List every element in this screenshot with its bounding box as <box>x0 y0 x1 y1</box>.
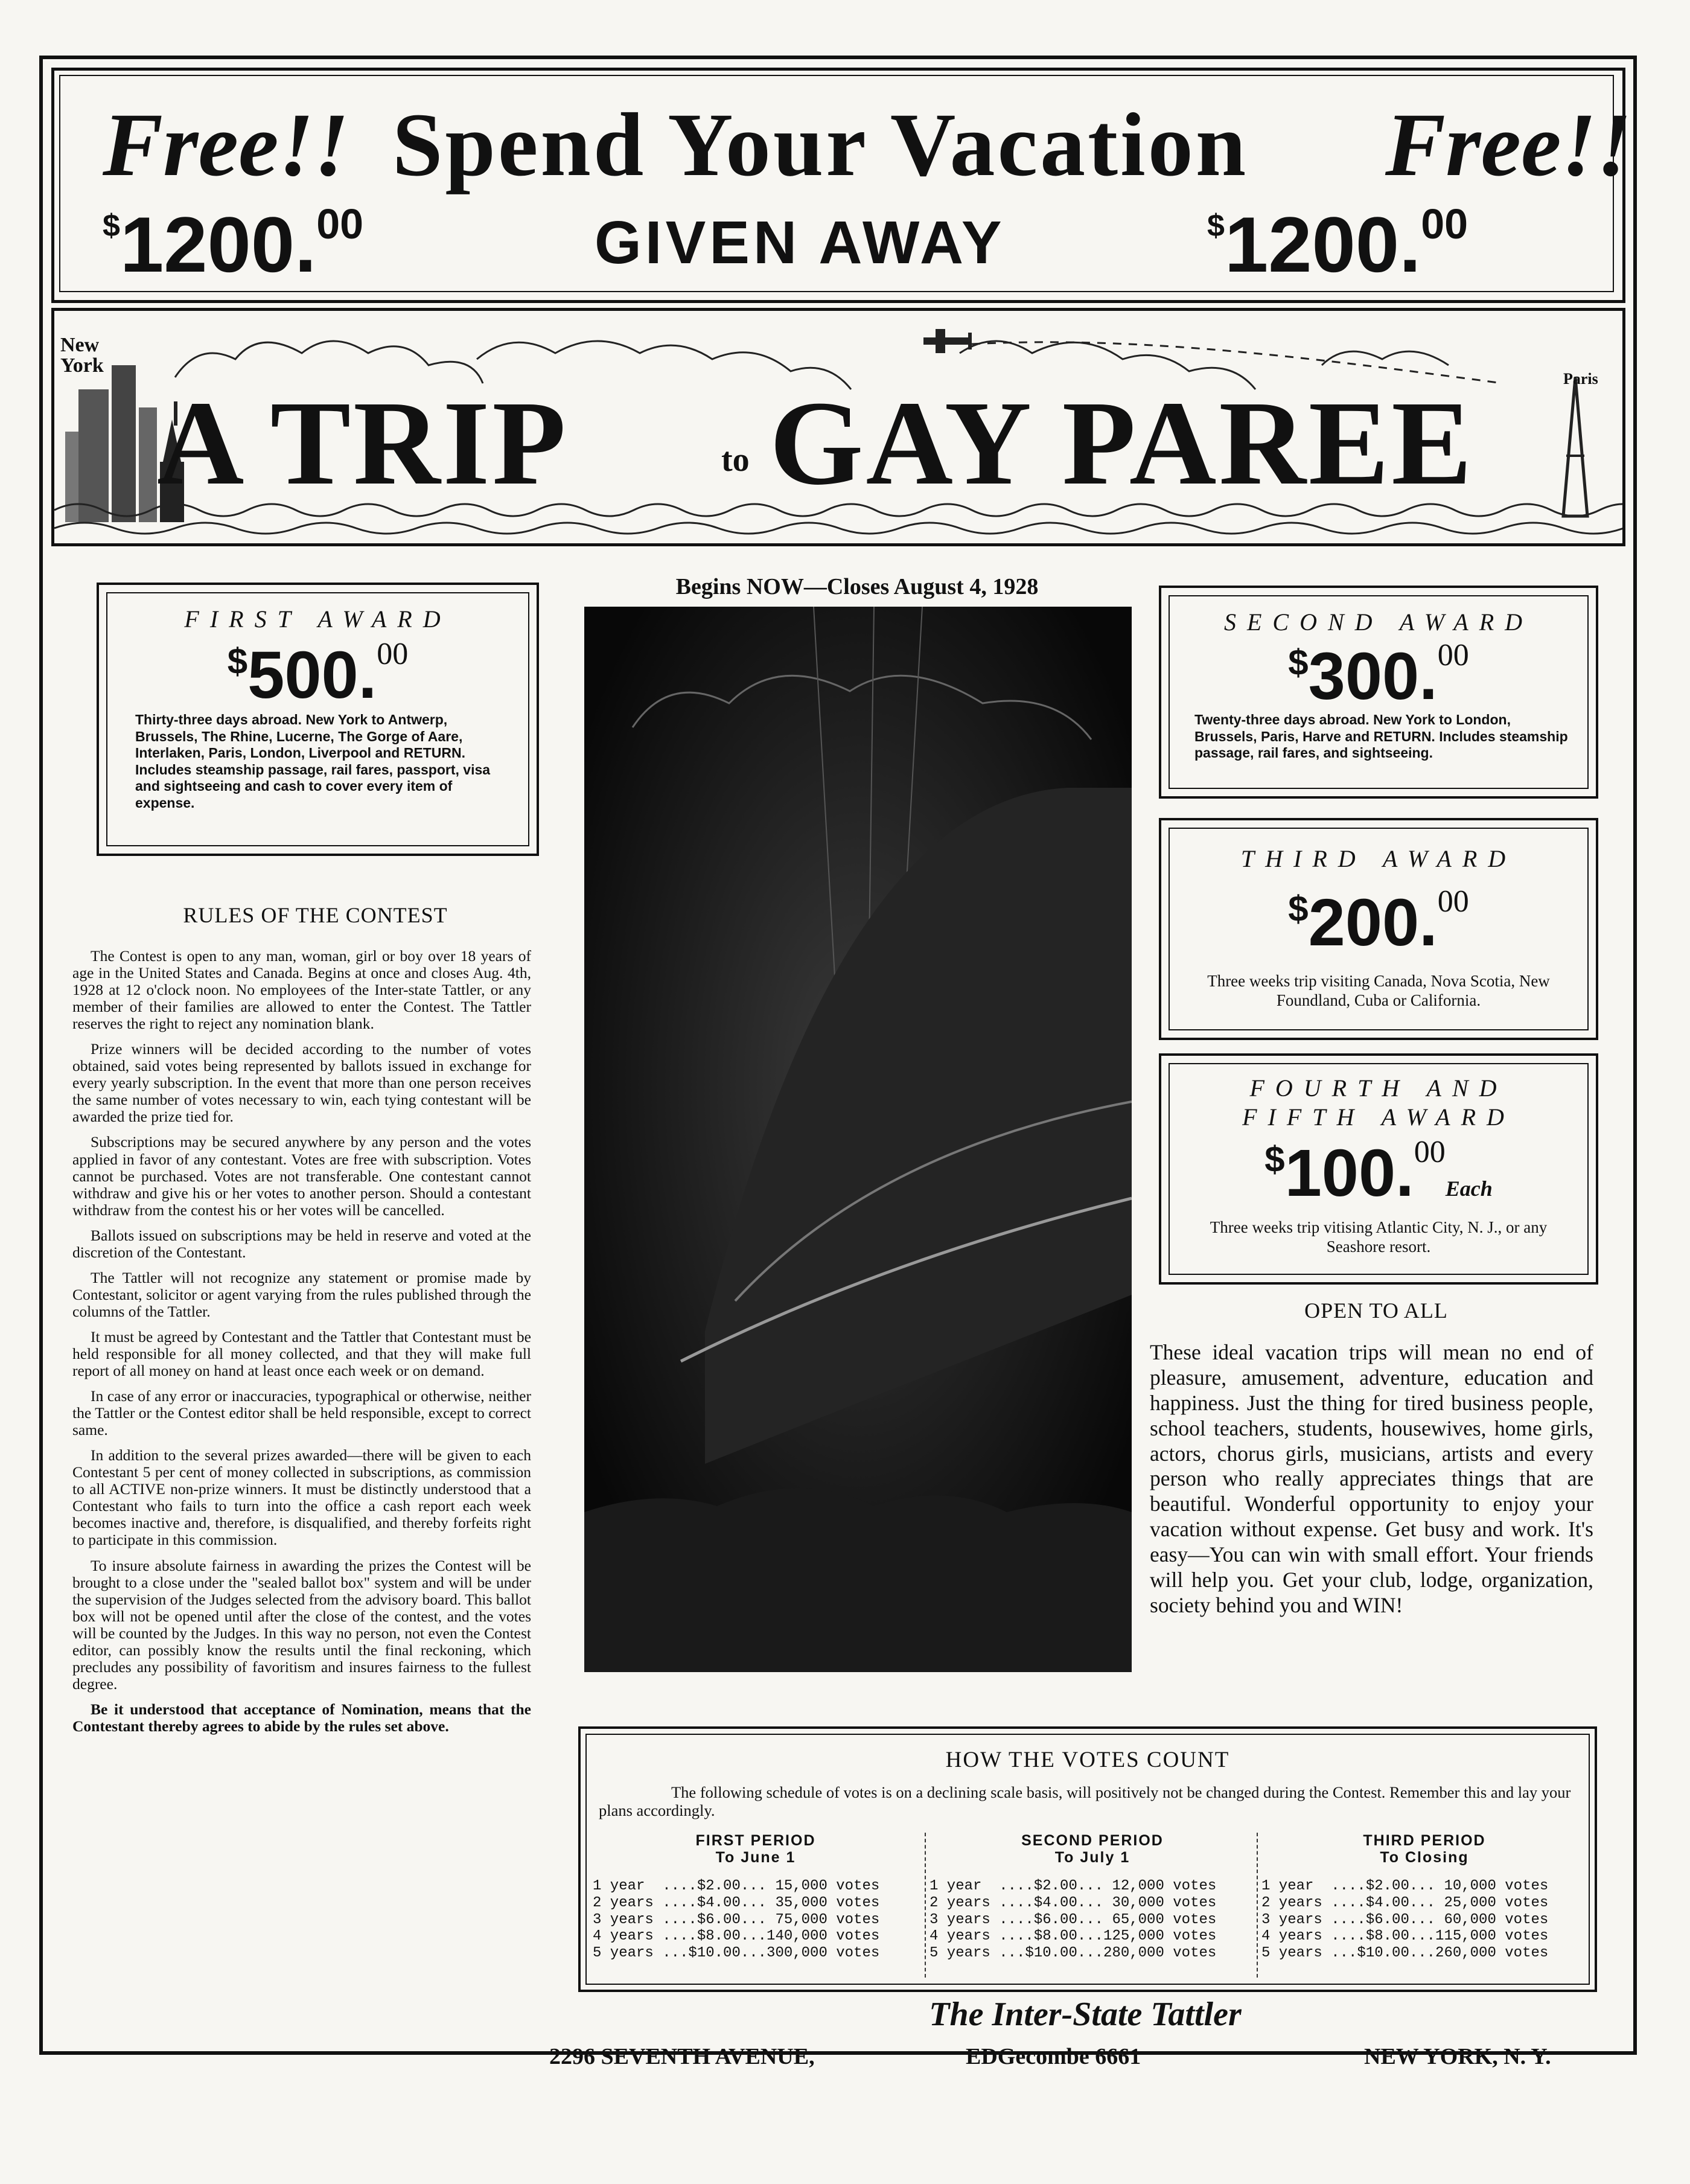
banner-left-label: New York <box>60 334 104 377</box>
vote-row: 2 years ....$4.00... 25,000 votes <box>1261 1894 1549 1911</box>
vote-row: 3 years ....$6.00... 65,000 votes <box>930 1911 1217 1928</box>
fourth-fifth-award-title-line2: FIFTH AWARD <box>1242 1103 1515 1131</box>
first-award-title: FIRST AWARD <box>184 605 451 633</box>
banner-right-label: Paris <box>1563 370 1598 388</box>
period-title: THIRD PERIOD <box>1363 1832 1486 1849</box>
rules-paragraph: The Contest is open to any man, woman, girl or boy over 18 years of age in the United States and Canada. Begins at once and closes Aug. 4th, 1928 at 12 o'clock noon. No employees of the Inter-state Tattler, or any member of their families are allowed to enter the Contest. The Tattler reserves the right to reject any nomination blank. <box>72 947 531 1033</box>
footer-phone: EDGecombe 6661 <box>966 2044 1141 2069</box>
rules-body <box>72 948 531 1743</box>
rules-heading: RULES OF THE CONTEST <box>183 903 448 927</box>
headline: Spend Your Vacation <box>392 95 1249 195</box>
vote-row: 2 years ....$4.00... 35,000 votes <box>593 1894 880 1911</box>
votes-box <box>578 1726 1597 1992</box>
fourth-fifth-award-amount: $100.00Each <box>1264 1135 1493 1210</box>
fourth-fifth-award-box <box>1159 1053 1598 1285</box>
rules-paragraph: In addition to the several prizes awarded—there will be given to each Contestant 5 per cent of money collected in subscriptions, as commission to all ACTIVE non-prize winners. It must be distinctly understood that a Contestant who fails to turn into the office a cash report each week becomes inactive and, therefore, is disqualified, and thereby forfeits right to participate in this commission. <box>72 1446 531 1549</box>
vote-row: 1 year ....$2.00... 12,000 votes <box>930 1878 1217 1894</box>
vote-row: 3 years ....$6.00... 60,000 votes <box>1261 1911 1549 1928</box>
vote-row: 1 year ....$2.00... 10,000 votes <box>1261 1878 1549 1894</box>
ship-photo <box>584 607 1132 1672</box>
first-award-box <box>97 583 539 856</box>
vote-row: 4 years ....$8.00...125,000 votes <box>930 1928 1217 1945</box>
banner-title-to: to <box>721 441 750 479</box>
banner-title-a: A TRIP <box>157 377 569 510</box>
new-york-skyline-icon <box>65 365 157 522</box>
vote-row: 5 years ...$10.00...300,000 votes <box>593 1945 880 1962</box>
vote-row: 4 years ....$8.00...115,000 votes <box>1261 1928 1549 1945</box>
free-right: Free!! <box>1385 95 1632 195</box>
second-award-box <box>1159 586 1598 799</box>
contest-dates: Begins NOW—Closes August 4, 1928 <box>675 574 1039 599</box>
fourth-fifth-award-description: Three weeks trip vitising Atlantic City, N. J., or any Seashore resort. <box>1210 1218 1548 1256</box>
ocean-liner-image <box>584 607 1132 1672</box>
open-body: These ideal vacation trips will mean no end of pleasure, amusement, adventure, education and happiness. Just the thing for tired business people, school teachers, students, housewives, home girls, actors, chorus girls, musicians, artists and every person who really appreciates things that are beautiful. Wonderful opportunity to enjoy your vacation without expense. Get busy and work. It's easy—You can win with small effort. Your friends will help you. Get your club, lodge, organization, society behind you and WIN! <box>1150 1340 1593 1617</box>
open-heading: OPEN TO ALL <box>1304 1298 1448 1323</box>
given-away: GIVEN AWAY <box>595 209 1006 276</box>
footer-city: NEW YORK, N. Y. <box>1364 2044 1551 2069</box>
third-award-amount: $200.00 <box>1288 884 1469 960</box>
rules-paragraph: In case of any error or inaccuracies, typographical or otherwise, neither the Tattler or the Contest editor shall be held responsible, except to correct same. <box>72 1387 531 1439</box>
trip-banner <box>51 308 1625 546</box>
period-title: SECOND PERIOD <box>1021 1832 1164 1849</box>
prize-amount-right: $1200.00 <box>1207 200 1468 289</box>
prize-amount-left: $1200.00 <box>103 200 364 289</box>
rules-paragraph: To insure absolute fairness in awarding the prizes the Contest will be brought to a close under the "sealed ballot box" system and will be under the supervision of the Judges selected from the advisory board. This ballot box will not be opened until after the close of the contest, and the votes will be counted by the Judges. In this way no person, not even the Contest editor, can possibly know the results until the final reckoning, which precludes any possibility of favoritism and insures fairness to the fullest degree. <box>72 1556 531 1693</box>
third-award-box <box>1159 818 1598 1040</box>
votes-heading: HOW THE VOTES COUNT <box>945 1748 1230 1772</box>
third-award-description: Three weeks trip visiting Canada, Nova Scotia, New Foundland, Cuba or California. <box>1207 972 1550 1010</box>
rules-paragraph: Subscriptions may be secured anywhere by any person and the votes applied in favor of any contestant. Votes are free with subscription. Votes cannot be purchased. Votes are not transferable. One contestant cannot withdraw and give his or her votes to another person. Should a contestant withdraw from the contest his or her votes will be cancelled. <box>72 1133 531 1219</box>
third-award-title: THIRD AWARD <box>1240 845 1517 872</box>
votes-period-3 <box>1257 1833 1587 1978</box>
vote-row: 5 years ...$10.00...260,000 votes <box>1261 1945 1549 1962</box>
rules-paragraph: It must be agreed by Contestant and the Tattler that Contestant must be held responsible for all money collected, and that they will make full report of all money on hand at least once each week or on demand. <box>72 1327 531 1380</box>
vote-row: 1 year ....$2.00... 15,000 votes <box>593 1878 880 1894</box>
first-award-description: Thirty-three days abroad. New York to Antwerp, Brussels, The Rhine, Lucerne, The Gorge of Aare, Interlaken, Paris, London, Liverpool and RETURN. Includes steamship passage, rail fares, passport, visa and sightseeing and cash to cover every item of expense. <box>135 712 491 811</box>
rules-paragraph: Ballots issued on subscriptions may be held in reserve and voted at the discretion of the Contestant. <box>72 1226 531 1261</box>
rules-paragraph: Be it understood that acceptance of Nomination, means that the Contestant thereby agrees to abide by the rules set above. <box>72 1700 531 1735</box>
footer-address: 2296 SEVENTH AVENUE, <box>549 2044 815 2069</box>
period-title: FIRST PERIOD <box>695 1832 816 1849</box>
first-award-amount: $500.00 <box>227 637 409 712</box>
second-award-title: SECOND AWARD <box>1223 608 1534 636</box>
vote-row: 5 years ...$10.00...280,000 votes <box>930 1945 1217 1962</box>
votes-intro: The following schedule of votes is on a declining scale basis, will positively not be changed during the Contest. Remember this and lay your plans accordingly. <box>599 1783 1571 1820</box>
free-left: Free!! <box>103 95 349 195</box>
banner-title-b: GAY PAREE <box>770 377 1475 510</box>
publication-name: The Inter-State Tattler <box>929 1996 1242 2033</box>
period-until: To July 1 <box>1054 1848 1130 1866</box>
rules-paragraph: Prize winners will be decided according to the number of votes obtained, said votes being represented by ballots issued in exchange for every yearly subscription. In the event that more than one person receives the same number of votes necessary to win, each tying contestant will be awarded the prize tied for. <box>72 1040 531 1126</box>
second-award-description: Twenty-three days abroad. New York to London, Brussels, Paris, Harve and RETURN. Includes steamship passage, rail fares, and sightseeing. <box>1194 712 1568 761</box>
rules-paragraph: The Tattler will not recognize any statement or promise made by Contestant, solicitor or agent varying from the rules published through the columns of the Tattler. <box>72 1268 531 1320</box>
votes-period-2 <box>925 1833 1255 1978</box>
period-until: To June 1 <box>715 1848 796 1866</box>
fourth-fifth-award-title-line1: FOURTH AND <box>1249 1074 1508 1102</box>
vote-row: 2 years ....$4.00... 30,000 votes <box>930 1894 1217 1911</box>
second-award-amount: $300.00 <box>1288 638 1469 714</box>
vote-row: 3 years ....$6.00... 75,000 votes <box>593 1911 880 1928</box>
vote-row: 4 years ....$8.00...140,000 votes <box>593 1928 880 1945</box>
period-until: To Closing <box>1380 1848 1469 1866</box>
votes-period-1 <box>593 1833 919 1962</box>
eiffel-tower-icon <box>1563 377 1587 516</box>
